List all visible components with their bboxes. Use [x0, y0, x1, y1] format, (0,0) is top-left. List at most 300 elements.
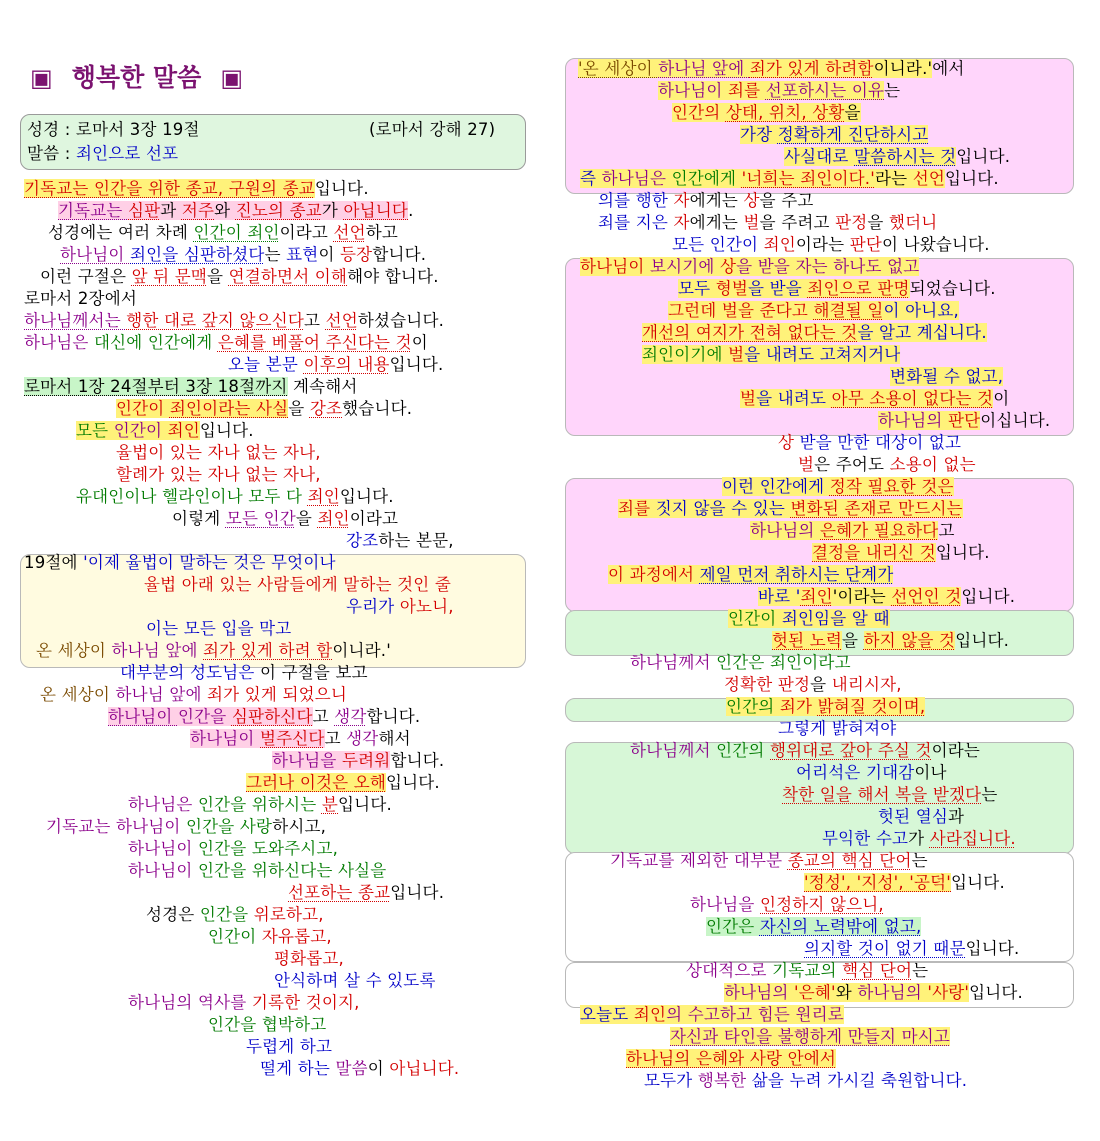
text-segment: 이니라.' [873, 59, 933, 78]
text-segment: 는 [884, 81, 901, 100]
text-segment: 을 [288, 399, 310, 418]
text-segment: 을 받을 [748, 279, 808, 298]
text-segment: 하나님이 [60, 245, 131, 264]
text-segment: 상 [743, 191, 760, 210]
text-segment: 을 준다고 [738, 301, 814, 320]
text-segment: 선언 [333, 223, 366, 242]
square-bullet-icon: ▣ [220, 64, 244, 92]
text-segment: 이라는 [795, 235, 850, 254]
text-segment: 하나님의 [724, 983, 795, 1002]
text-segment: 행복한 [697, 1071, 752, 1090]
text-segment: 하나님께서는 [24, 311, 127, 330]
text-segment: 하나님께서 [630, 653, 717, 672]
text-segment: 하셨습니다. [357, 311, 445, 330]
text-segment: 에게는 [689, 191, 744, 210]
text-segment: 인간이 [728, 609, 782, 628]
left-line [346, 596, 454, 618]
left-line [208, 926, 332, 948]
text-segment: 하나님을 [272, 751, 343, 770]
text-segment: 에게는 [689, 213, 744, 232]
text-segment: 기록한 것이지, [251, 993, 360, 1012]
text-segment: 핵심 단어 [842, 961, 913, 980]
text-segment: 입니다. [944, 169, 999, 188]
left-line [116, 398, 412, 420]
text-segment: 아닙니다. [389, 1059, 460, 1078]
text-segment: 죄가 있게 하려함 [749, 59, 874, 78]
text-segment: 계속해서 [287, 377, 358, 396]
right-line [804, 872, 1005, 894]
text-segment: 하나님은 [128, 795, 199, 814]
text-segment: 가장 [740, 125, 778, 144]
text-segment: 하나님이 [128, 861, 199, 880]
text-segment: 입니다. [955, 631, 1010, 650]
text-segment: 모두가 [644, 1071, 698, 1090]
text-segment: 죄를 [618, 499, 656, 518]
text-segment: 이후의 내용 [303, 355, 390, 374]
text-segment: 상태, 위치, 상황 [725, 103, 845, 122]
right-line [878, 410, 1050, 432]
text-segment: 역사를 [198, 993, 252, 1012]
text-segment: 이나 [914, 763, 947, 782]
text-segment: 했습니다. [342, 399, 413, 418]
text-segment: 개선의 여지가 전혀 없다는 것 [642, 323, 858, 342]
left-line [36, 640, 391, 662]
text-segment: 죄인이기에 [642, 345, 729, 364]
topic-label: 말씀 : [27, 144, 76, 163]
left-line [144, 574, 451, 596]
text-segment: 선포하시는 이유 [765, 81, 885, 100]
text-segment: 기독교는 [58, 201, 129, 220]
text-segment: 죄인 [317, 509, 350, 528]
right-line [726, 696, 925, 718]
text-segment: 는 [911, 851, 928, 870]
text-segment: 입니다. [389, 355, 444, 374]
right-line [672, 102, 861, 124]
text-segment: 선언인 것 [891, 587, 962, 606]
text-segment: 했더니 [888, 213, 938, 232]
text-segment: 받을 만한 대상이 없고 [799, 433, 962, 452]
text-segment: 바로 ' [758, 587, 801, 606]
right-line [740, 124, 928, 146]
left-line [116, 464, 321, 486]
text-segment: 이 [367, 1059, 390, 1078]
text-segment: 이니라.' [332, 641, 391, 660]
text-segment: 연결하면서 이해 [228, 267, 348, 286]
text-segment: 로마서 2장에서 [24, 289, 137, 308]
text-segment: 을 [867, 213, 889, 232]
text-segment: 선언 [325, 311, 358, 330]
text-segment: 결정을 내리신 것 [812, 543, 936, 562]
right-line [772, 630, 1009, 652]
text-segment: 모든 인간 [225, 509, 296, 528]
text-segment: 와 [214, 201, 236, 220]
text-segment: 하나님이 [128, 839, 199, 858]
text-segment: 하나님께서 [630, 741, 717, 760]
left-line [288, 882, 444, 904]
text-segment: 하고 [365, 223, 399, 242]
text-segment: 인간이 죄인 [193, 223, 280, 242]
text-segment: 하나님 앞에 [115, 685, 208, 704]
text-segment: 위로하고, [253, 905, 324, 924]
right-line [728, 608, 890, 630]
text-segment: 하지 않을 것 [863, 631, 956, 650]
text-segment: 을 [842, 631, 864, 650]
text-segment: 입니다. [390, 883, 445, 902]
text-segment: 두려워 [342, 751, 391, 770]
text-segment: 인간을 [208, 1015, 262, 1034]
text-segment: 벌주신다 [260, 729, 325, 748]
text-segment: 밝혀질 것이며, [817, 697, 926, 716]
text-segment: 아노니, [399, 597, 454, 616]
text-segment: 자 [673, 213, 690, 232]
text-segment: 하나님의 은혜와 사랑 안에서 [626, 1049, 837, 1068]
right-line [642, 344, 900, 366]
right-line [796, 762, 947, 784]
text-segment: 도와주시고, [251, 839, 339, 858]
text-segment: 가 [908, 829, 930, 848]
left-line [48, 222, 398, 244]
left-line [146, 618, 291, 640]
text-segment: 입니다. [338, 795, 392, 814]
text-segment: 하나님의 [750, 521, 821, 540]
text-segment: 죄인으로 판명 [807, 279, 910, 298]
right-line [658, 80, 900, 102]
text-segment: 성경은 [146, 905, 200, 924]
text-segment: 입니다. [965, 939, 1020, 958]
text-segment: 는 [981, 785, 998, 804]
title-text: 행복한 말씀 [71, 63, 202, 92]
left-line [60, 244, 426, 266]
right-line [750, 520, 955, 542]
text-segment: 죄가 있게 되었으니 [207, 685, 348, 704]
text-segment: 합니다. [366, 707, 421, 726]
text-segment: 인간을 [199, 905, 254, 924]
text-segment: 판정 [835, 213, 868, 232]
right-line [630, 652, 851, 674]
text-segment: 죄가 [779, 697, 818, 716]
text-segment: 대신에 [94, 333, 148, 352]
text-segment: 을 [844, 103, 861, 122]
left-line [40, 266, 439, 288]
text-segment: 앞 뒤 문맥 [131, 267, 208, 286]
text-segment: 죄인 [763, 235, 796, 254]
text-segment: 는 [912, 961, 929, 980]
text-segment: 을 주려고 [759, 213, 836, 232]
right-line [758, 586, 1015, 608]
text-segment: 죄를 [728, 81, 766, 100]
text-segment: 대부분의 성도님은 [120, 663, 261, 682]
text-segment: '정성', '지성', '공덕' [804, 873, 952, 892]
text-segment: 는 [264, 245, 287, 264]
left-line [24, 288, 137, 310]
text-segment: 저주 [181, 201, 215, 220]
right-line [642, 322, 987, 344]
text-segment: 고 [324, 729, 347, 748]
right-line [778, 432, 961, 454]
left-line [24, 376, 358, 398]
text-segment: 인간을 [198, 795, 252, 814]
text-segment: '이라는 [832, 587, 892, 606]
right-line [668, 300, 959, 322]
left-line [58, 200, 414, 222]
left-line [108, 706, 420, 728]
text-segment: 을 알고 계십니다. [857, 323, 987, 342]
text-segment: . [408, 201, 414, 220]
right-line [798, 454, 976, 476]
right-line [630, 740, 980, 762]
text-segment: 죄가 있게 하려 함 [203, 641, 333, 660]
left-line [76, 420, 254, 442]
text-segment: 죄인이라는 사실 [169, 399, 289, 418]
text-segment: 말씀 [335, 1059, 368, 1078]
text-segment: 와 [835, 983, 858, 1002]
text-segment: 고 [304, 311, 326, 330]
right-line [778, 718, 896, 740]
text-segment: 인정하지 않으니, [760, 895, 884, 914]
text-segment: 어리석은 기대감 [796, 763, 915, 782]
right-line [706, 916, 921, 938]
text-segment: 인간이 [113, 421, 168, 440]
right-line [580, 168, 999, 190]
text-segment: 이 구절을 보고 [260, 663, 368, 682]
text-segment: 오늘 본문 [228, 355, 304, 374]
text-segment: 아닙니다 [343, 201, 409, 220]
text-segment: 죄인 [167, 421, 200, 440]
text-segment: 인간이 [208, 927, 262, 946]
left-line [346, 530, 454, 552]
left-line [128, 838, 338, 860]
left-line [128, 860, 386, 882]
text-segment: 상 [778, 433, 800, 452]
text-segment: 판단 [948, 411, 981, 430]
right-line [678, 278, 996, 300]
left-line [172, 508, 398, 530]
text-segment: 을 [810, 675, 832, 694]
text-segment: 입니다. [956, 147, 1011, 166]
text-segment: 해야 합니다. [347, 267, 439, 286]
right-line [804, 938, 1019, 960]
text-segment: 분 [321, 795, 339, 814]
right-line [890, 366, 1003, 388]
text-segment: 율법이 있는 자나 없는 자나, [116, 443, 321, 462]
sermon-topic [27, 143, 178, 165]
text-segment: 의지할 것이 없기 때문 [804, 939, 966, 958]
text-segment: 과 [948, 807, 965, 826]
text-segment: 인간은 [706, 917, 760, 936]
text-segment: 이십니다. [980, 411, 1051, 430]
text-segment: 헛된 열심 [878, 807, 949, 826]
text-segment: 하시고, [272, 817, 327, 836]
text-segment: 강조 [309, 399, 343, 418]
text-segment: 그런데 [668, 301, 722, 320]
text-segment: 고 [938, 521, 955, 540]
text-segment: 행위대로 갚아 주실 것 [770, 741, 932, 760]
text-segment: 죄인 [633, 1005, 667, 1024]
text-segment: 핵심 단어 [841, 851, 912, 870]
text-segment: 자 [673, 191, 690, 210]
text-segment: 모든 [76, 421, 114, 440]
left-line [40, 684, 347, 706]
text-segment: 자유롭고, [261, 927, 332, 946]
right-line [722, 476, 954, 498]
text-segment: 에서 [932, 59, 965, 78]
left-line [190, 728, 411, 750]
text-segment: 모든 인간이 [672, 235, 764, 254]
text-segment: 입니다. [961, 587, 1016, 606]
text-segment: 자신의 노력밖에 없고, [759, 917, 922, 936]
text-segment: 변화된 존재로 만드시는 [790, 499, 963, 518]
topic-value: 죄인으로 선포 [75, 144, 179, 163]
text-segment: 인간의 [726, 697, 780, 716]
text-segment: 하나님을 [690, 895, 761, 914]
text-segment: 위하시는 [251, 795, 322, 814]
text-segment: 상대적으로 [686, 961, 773, 980]
text-segment: 정확하게 진단하시고 [777, 125, 929, 144]
text-segment: 하나님의 [128, 993, 199, 1012]
right-line [878, 806, 964, 828]
text-segment: 생각 [334, 707, 367, 726]
text-segment: 협박하고 [261, 1015, 327, 1034]
right-line [610, 850, 928, 872]
text-segment: 무익한 수고 [822, 829, 909, 848]
text-segment: 죄인 [800, 587, 833, 606]
text-segment: 로마서 1장 24절부터 3장 18절까지 [24, 377, 288, 396]
text-segment: 착한 일을 해서 복을 받겠다 [782, 785, 982, 804]
left-line [24, 178, 369, 200]
text-segment: 온 세상이 [40, 685, 116, 704]
text-segment: 기독교는 인간을 위한 종교, 구원의 종교 [24, 179, 315, 198]
left-line [116, 442, 321, 464]
text-segment: 죄인임을 알 때 [781, 609, 890, 628]
text-segment: 인간을 [198, 861, 252, 880]
text-segment: 그렇게 밝혀져야 [778, 719, 897, 738]
right-line [690, 894, 884, 916]
text-segment: 입니다. [386, 773, 440, 792]
text-segment: 삶을 누려 가시길 축원합니다. [751, 1071, 968, 1090]
text-segment: '이제 [83, 553, 126, 572]
text-segment: 행한 대로 갚지 않으신다 [126, 311, 305, 330]
text-segment: 이런 인간에게 [722, 477, 830, 496]
text-segment: 과 [160, 201, 182, 220]
text-segment: 벌 [728, 345, 745, 364]
left-line [24, 310, 444, 332]
right-line [672, 234, 990, 256]
text-segment: 벌 [798, 455, 815, 474]
text-segment: 그러나 이것은 오해 [246, 773, 387, 792]
right-line [784, 146, 1010, 168]
text-segment: 인간이 [116, 399, 170, 418]
series-label: (로마서 강해 27) [369, 120, 496, 139]
text-segment: 인간의 [672, 103, 726, 122]
right-line [580, 1004, 844, 1026]
text-segment: 은혜가 필요하다 [820, 521, 939, 540]
text-segment: 을 내려도 [756, 389, 832, 408]
text-segment: 생각 [346, 729, 379, 748]
text-segment: 기독교는 [46, 817, 117, 836]
text-segment: 인간을 [178, 707, 232, 726]
text-segment: 심판 [128, 201, 161, 220]
right-line [724, 674, 902, 696]
text-segment: 즉 [580, 169, 602, 188]
left-line [274, 970, 436, 992]
text-segment: 입니다. [339, 487, 394, 506]
text-segment: 제일 먼저 취하시는 단계가 [699, 565, 894, 584]
right-line [580, 256, 919, 278]
text-segment: 선포하는 종교 [288, 883, 391, 902]
text-segment: 진노의 종교 [235, 201, 322, 220]
text-segment: 상 [720, 257, 737, 276]
text-segment: 헛된 노력 [772, 631, 843, 650]
text-segment: 떨게 하는 [260, 1059, 336, 1078]
left-line [260, 1058, 459, 1080]
right-line [670, 1026, 950, 1048]
text-segment: 성경에는 여러 차례 [48, 223, 194, 242]
text-segment: 인간에게 [671, 169, 742, 188]
text-segment: 말씀하시는 것 [854, 147, 957, 166]
text-segment: '너희는 죄인이다.' [741, 169, 875, 188]
text-segment: 을 [295, 509, 318, 528]
text-segment: 죄인을 심판하셨다 [130, 245, 265, 264]
text-segment: 하나님의 [878, 411, 949, 430]
text-segment: 인간에게 [147, 333, 218, 352]
text-segment: 판정 [777, 675, 811, 694]
right-line [782, 784, 997, 806]
right-line [578, 58, 965, 80]
text-segment: 이라고 [279, 223, 334, 242]
text-segment: 을 주고 [759, 191, 814, 210]
text-segment: 짓지 않을 수 있는 [655, 499, 791, 518]
text-segment: 이 과정에서 [608, 565, 700, 584]
text-segment: 모두 [678, 279, 716, 298]
text-segment: 합니다. [390, 751, 445, 770]
text-segment: 이 나왔습니다. [882, 235, 990, 254]
right-line [618, 498, 963, 520]
text-segment: 할례가 있는 자나 없는 자나, [116, 465, 321, 484]
text-segment: 해서 [378, 729, 411, 748]
text-segment: 종교의 [787, 851, 842, 870]
text-segment: '은혜' [794, 983, 836, 1002]
text-segment: 벌 [743, 213, 760, 232]
right-line [608, 564, 893, 586]
text-segment: 의 수고하고 힘든 원리로 [666, 1005, 844, 1024]
text-segment: 죄인 [307, 487, 340, 506]
text-segment: 벌 [721, 301, 739, 320]
left-line [128, 794, 392, 816]
text-segment: 해결될 일 [813, 301, 884, 320]
text-segment: 사라집니다. [929, 829, 1016, 848]
text-segment: 변화될 수 없고, [890, 367, 1004, 386]
text-segment: 판단 [849, 235, 883, 254]
text-segment: 죄를 지은 [598, 213, 674, 232]
text-segment: 안식하며 살 수 있도록 [274, 971, 436, 990]
text-segment: 하나님 앞에 [111, 641, 204, 660]
text-segment: 하나님이 [116, 817, 187, 836]
text-segment: 되었습니다. [909, 279, 996, 298]
text-segment: 을 [207, 267, 229, 286]
left-line [274, 948, 344, 970]
right-line [598, 212, 937, 234]
text-segment: 선언 [912, 169, 945, 188]
page-title [30, 58, 243, 98]
text-segment: 이 [318, 245, 341, 264]
text-segment: 하는 본문, [378, 531, 454, 550]
text-segment: 합니다. [372, 245, 427, 264]
left-line [24, 552, 336, 574]
text-segment: 기독교의 [772, 961, 843, 980]
scripture-reference: 성경 : 로마서 3장 19절 [27, 120, 200, 139]
text-segment: 심판하신다 [231, 707, 313, 726]
text-segment: 하나님은 [601, 169, 672, 188]
